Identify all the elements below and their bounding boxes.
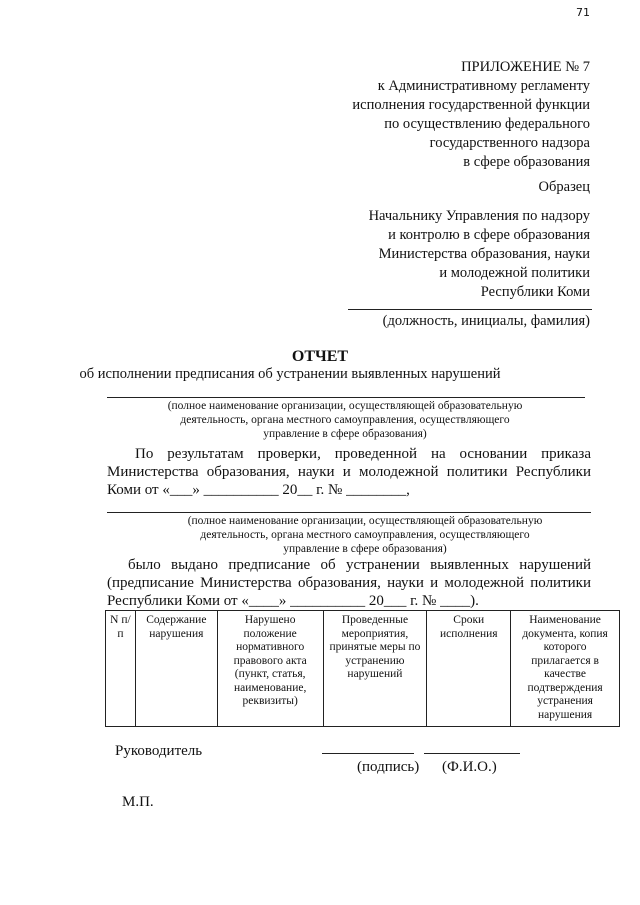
caption-line: (полное наименование организации, осуществляющей образовательную xyxy=(187,515,543,527)
addressee-line: Республики Коми xyxy=(480,284,590,300)
stamp-label: М.П. xyxy=(122,794,154,810)
annex-line: исполнения государственной функции xyxy=(352,97,590,113)
column-header-regulation: Нарушено положение нормативного правового акта (пункт, статья, наименование, реквизиты) xyxy=(217,611,323,727)
annex-line: государственного надзора xyxy=(429,135,590,151)
signature-role: Руководитель xyxy=(115,743,203,759)
org-line-2 xyxy=(107,512,591,513)
annex-line: к Административному регламенту xyxy=(377,78,590,94)
column-header-document: Наименование документа, копия которого прилагается в качестве подтверждения устранения нарушения xyxy=(511,611,620,727)
document-title: ОТЧЕТ xyxy=(291,348,349,365)
body-2-line-2: (предписание Министерства образования, науки и молодежной политики xyxy=(107,575,591,591)
column-header-number: N п/п xyxy=(106,611,136,727)
addressee-line: и молодежной политики xyxy=(439,265,590,281)
caption-line: деятельность, органа местного самоуправления, осуществляющего xyxy=(200,529,530,541)
caption-line: управление в сфере образования) xyxy=(283,543,447,555)
signature-line xyxy=(322,753,414,754)
annex-line: в сфере образования xyxy=(463,154,590,170)
document-subtitle: об исполнении предписания об устранении выявленных нарушений xyxy=(79,366,501,382)
column-header-deadlines: Сроки исполнения xyxy=(427,611,511,727)
column-header-violation: Содержание нарушения xyxy=(135,611,217,727)
annex-block xyxy=(352,58,590,172)
page-number: 71 xyxy=(576,6,590,19)
body-2-line-1: было выдано предписание об устранении выявленных нарушений xyxy=(128,557,591,573)
violations-table xyxy=(105,610,620,727)
addressee-caption: (должность, инициалы, фамилия) xyxy=(382,313,590,329)
caption-line: деятельность, органа местного самоуправления, осуществляющего xyxy=(180,414,510,426)
body-2-line-3: Республики Коми от «____» __________ 20___ г. № ____). xyxy=(107,593,479,609)
addressee-block xyxy=(369,207,590,302)
caption-line: (полное наименование организации, осуществляющей образовательную xyxy=(167,400,523,412)
org-line-1 xyxy=(107,397,585,398)
addressee-line: Начальнику Управления по надзору xyxy=(368,208,590,224)
name-caption: (Ф.И.О.) xyxy=(442,759,497,775)
sample-label: Образец xyxy=(538,179,590,195)
addressee-signature-line xyxy=(348,309,592,310)
annex-line: ПРИЛОЖЕНИЕ № 7 xyxy=(461,59,590,75)
annex-line: по осуществлению федерального xyxy=(384,116,590,132)
org-caption-2 xyxy=(140,514,590,556)
addressee-line: Министерства образования, науки xyxy=(378,246,590,262)
body-1-line-3: Коми от «___» __________ 20__ г. № ________, xyxy=(107,482,410,498)
addressee-line: и контролю в сфере образования xyxy=(388,227,590,243)
body-1-line-2: Министерства образования, науки и молодежной политики Республики xyxy=(107,464,591,480)
caption-line: управление в сфере образования) xyxy=(263,428,427,440)
org-caption-1 xyxy=(110,399,580,441)
body-1-line-1: По результатам проверки, проведенной на основании приказа xyxy=(135,446,591,462)
name-line xyxy=(424,753,520,754)
table-header-row xyxy=(106,611,620,727)
sign-caption: (подпись) xyxy=(357,759,420,775)
column-header-measures: Проведенные мероприятия, принятые меры по устранению нарушений xyxy=(323,611,427,727)
